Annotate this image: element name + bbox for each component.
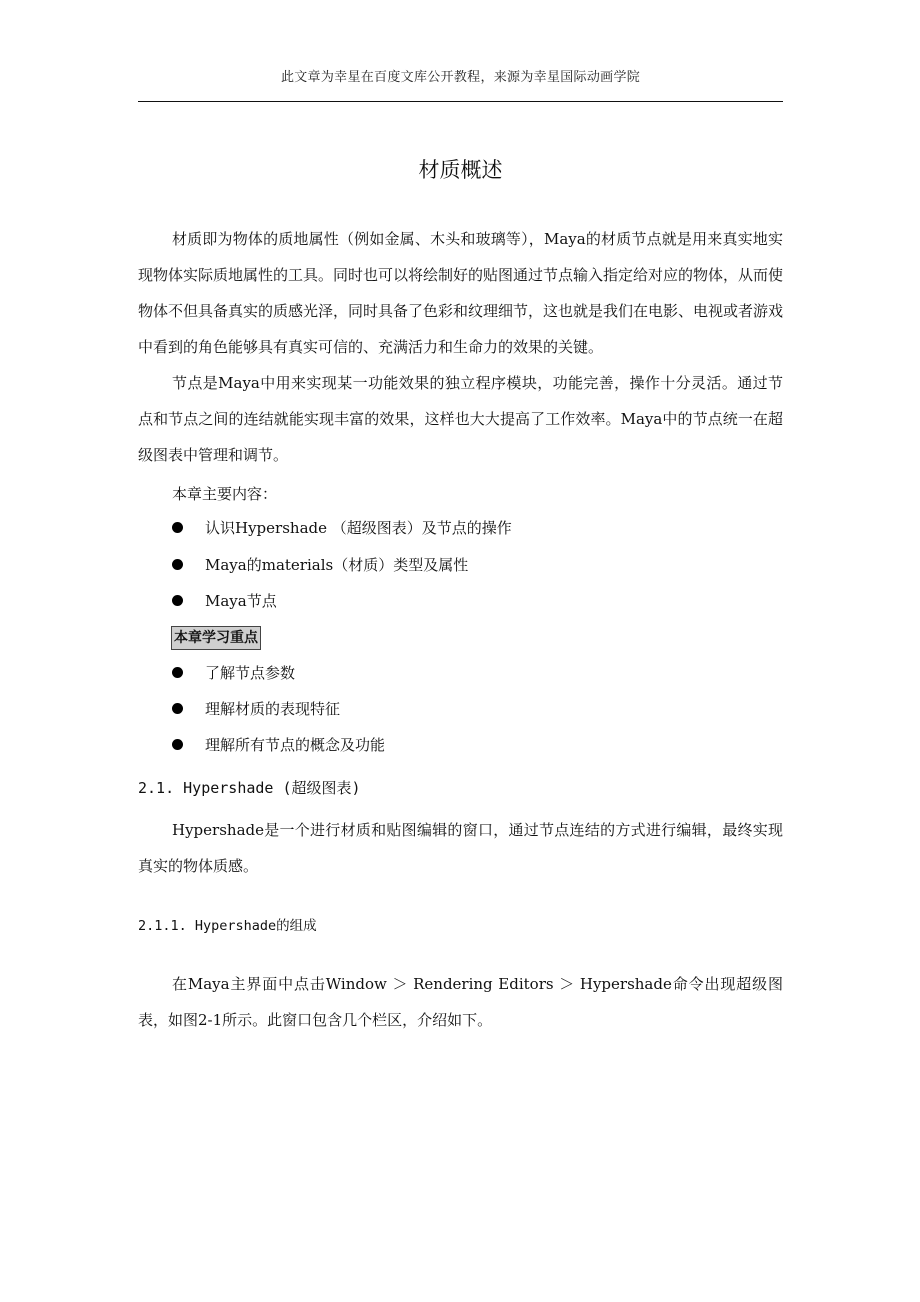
bullet-dot-icon [172,667,183,678]
page-title: 材质概述 [418,158,503,182]
key-points-label: 本章学习重点 [171,626,261,650]
chapter-contents-label: 本章主要内容： [172,485,278,503]
section-2-1-1-paragraph: 在Maya主界面中点击Window ＞ Rendering Editors ＞ Hypershade命令出现超级图表，如图2-1所示。此窗口包含几个栏区，介绍如下。 [138,975,783,1029]
bullet-dot-icon [172,739,183,750]
chapter-contents-item: Maya的materials（材质）类型及属性 [205,556,469,574]
key-point-item: 理解所有节点的概念及功能 [205,736,386,754]
intro-paragraph-2: 节点是Maya中用来实现某一功能效果的独立程序模块，功能完善，操作十分灵活。通过节点和节点之间的连结就能实现丰富的效果，这样也大大提高了工作效率。Maya中的节点统一在超级图表中管理和调节。 [138,374,783,464]
section-2-1-paragraph: Hypershade是一个进行材质和贴图编辑的窗口，通过节点连结的方式进行编辑，最终实现真实的物体质感。 [138,821,783,875]
bullet-dot-icon [172,522,183,533]
page-header: 此文章为幸星在百度文库公开教程，来源为幸星国际动画学院 [280,70,641,85]
bullet-dot-icon [172,559,183,570]
chapter-contents-item: 认识Hypershade （超级图表）及节点的操作 [205,519,512,537]
header-divider [138,101,783,102]
section-heading-2-1-1: 2.1.1. Hypershade的组成 [138,918,317,934]
intro-paragraph-1: 材质即为物体的质地属性（例如金属、木头和玻璃等），Maya的材质节点就是用来真实地实现物体实际质地属性的工具。同时也可以将绘制好的贴图通过节点输入指定给对应的物体，从而使物体不但具备真实的质感光泽，同时具备了色彩和纹理细节，这也就是我们在电影、电视或者游戏中看到的角色能够具有真实可信的、充满活力和生命力的效果的关键。 [138,230,784,356]
chapter-contents-item: Maya节点 [205,592,277,610]
bullet-dot-icon [172,595,183,606]
key-point-item: 了解节点参数 [205,664,296,682]
section-heading-2-1: 2.1. Hypershade (超级图表) [138,779,361,797]
bullet-dot-icon [172,703,183,714]
key-point-item: 理解材质的表现特征 [205,700,341,718]
